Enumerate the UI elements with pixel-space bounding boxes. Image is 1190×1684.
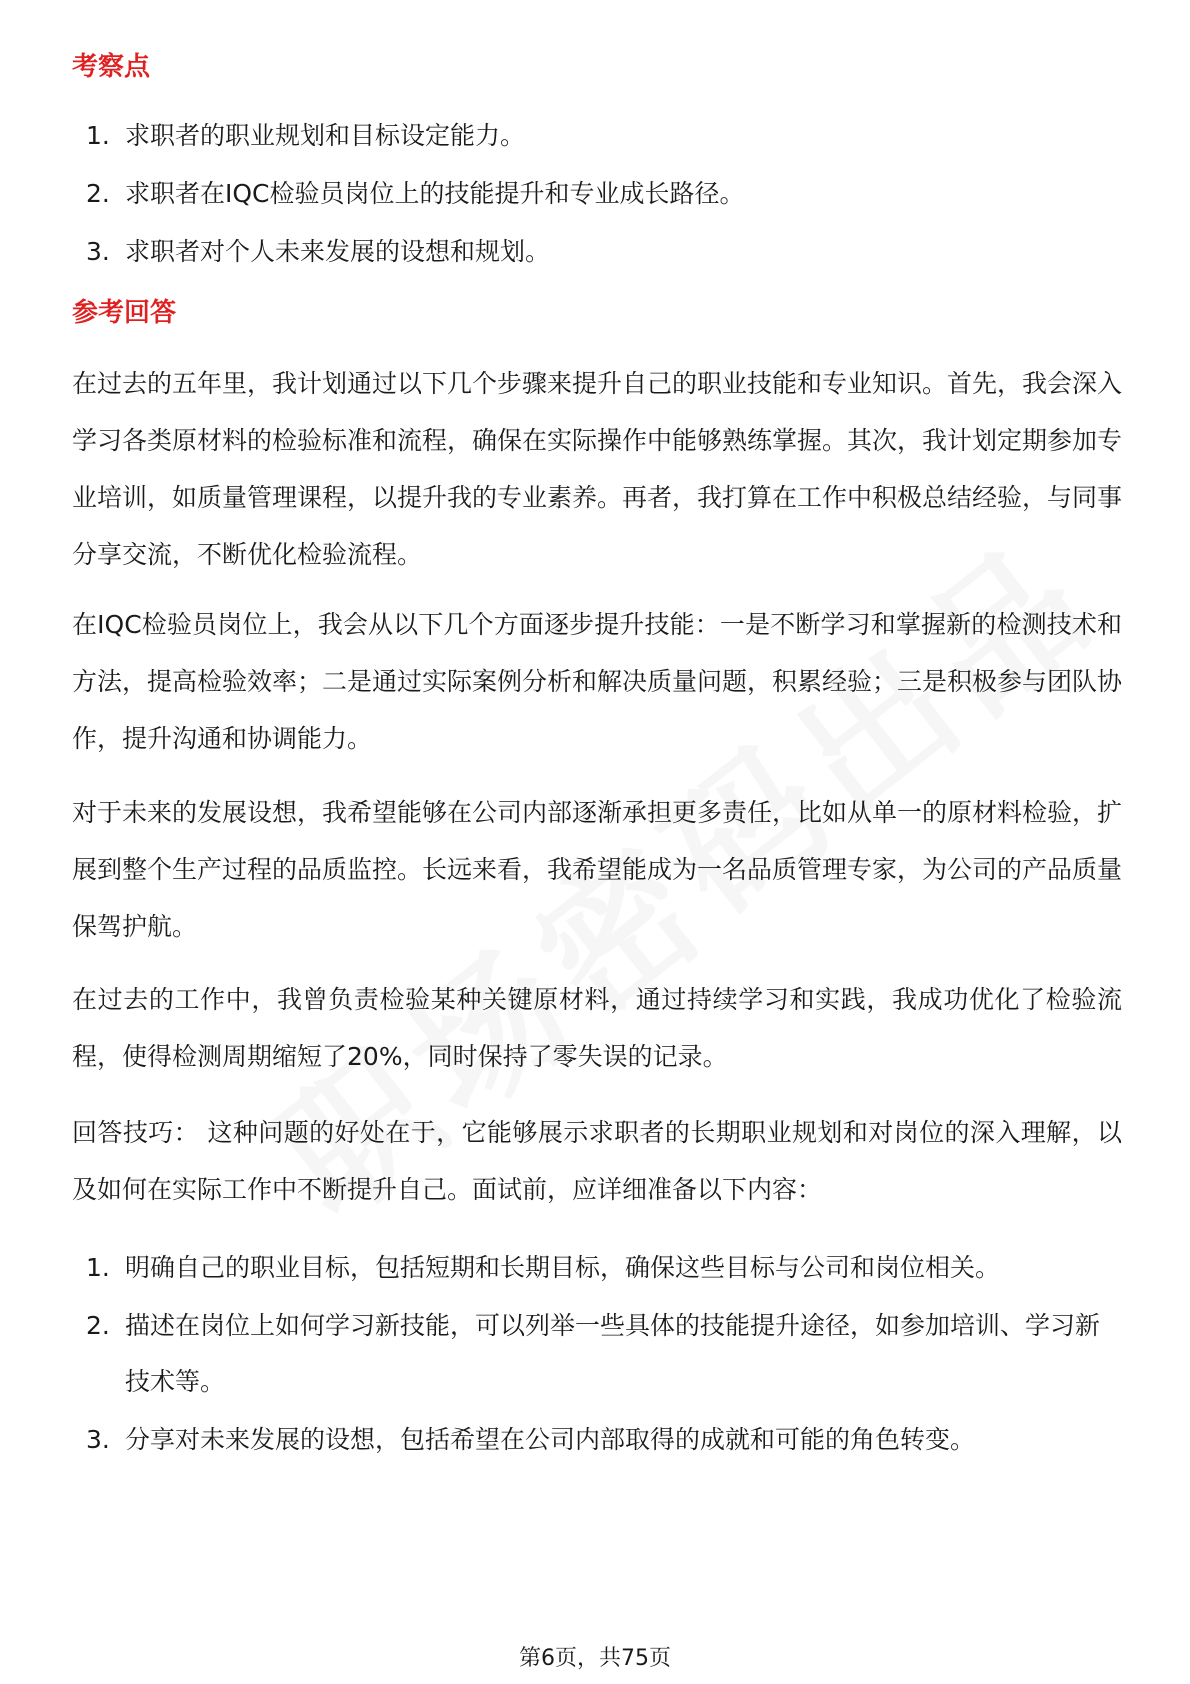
page-footer: 第6页，共75页 bbox=[519, 1646, 671, 1671]
list-item-number: 1. bbox=[86, 121, 110, 150]
list-item-text: 描述在岗位上如何学习新技能，可以列举一些具体的技能提升途径，如参加培训、学习新技术等。 bbox=[125, 1311, 1101, 1396]
list-item-number: 1. bbox=[86, 1253, 110, 1282]
list-item bbox=[72, 166, 1122, 222]
section-heading-key-points: 考察点 bbox=[72, 52, 151, 82]
list-item-number: 3. bbox=[86, 1425, 110, 1454]
list-item bbox=[72, 1298, 1122, 1410]
list-item-number: 2. bbox=[86, 1311, 110, 1340]
list-item-text: 明确自己的职业目标，包括短期和长期目标，确保这些目标与公司和岗位相关。 bbox=[125, 1253, 1001, 1282]
answer-paragraph-4: 在过去的工作中，我曾负责检验某种关键原材料，通过持续学习和实践，我成功优化了检验流程，使得检测周期缩短了20%，同时保持了零失误的记录。 bbox=[72, 985, 1122, 1071]
list-item-text: 求职者在IQC检验员岗位上的技能提升和专业成长路径。 bbox=[125, 179, 745, 208]
list-item-number: 2. bbox=[86, 179, 110, 208]
list-item bbox=[72, 108, 1122, 164]
answer-tips-paragraph: 回答技巧： 这种问题的好处在于，它能够展示求职者的长期职业规划和对岗位的深入理解，以及如何在实际工作中不断提升自己。面试前，应详细准备以下内容： bbox=[72, 1118, 1122, 1204]
list-item bbox=[72, 224, 1122, 280]
answer-paragraph-2: 在IQC检验员岗位上，我会从以下几个方面逐步提升技能：一是不断学习和掌握新的检测技术和方法，提高检验效率；二是通过实际案例分析和解决质量问题，积累经验；三是积极参与团队协作，提升沟通和协调能力。 bbox=[72, 610, 1123, 753]
answer-paragraph-3: 对于未来的发展设想，我希望能够在公司内部逐渐承担更多责任，比如从单一的原材料检验，扩展到整个生产过程的品质监控。长远来看，我希望能成为一名品质管理专家，为公司的产品质量保驾护航。 bbox=[72, 798, 1123, 941]
section-heading-reference-answer: 参考回答 bbox=[72, 298, 177, 328]
list-item bbox=[72, 1412, 1122, 1468]
key-points-list bbox=[72, 108, 1122, 282]
list-item-text: 求职者对个人未来发展的设想和规划。 bbox=[125, 237, 551, 266]
list-item bbox=[72, 1240, 1122, 1296]
list-item-text: 求职者的职业规划和目标设定能力。 bbox=[125, 121, 526, 150]
tips-list bbox=[72, 1240, 1122, 1470]
list-item-number: 3. bbox=[86, 237, 110, 266]
answer-paragraph-1: 在过去的五年里，我计划通过以下几个步骤来提升自己的职业技能和专业知识。首先，我会深入学习各类原材料的检验标准和流程，确保在实际操作中能够熟练掌握。其次，我计划定期参加专业培训，如质量管理课程，以提升我的专业素养。再者，我打算在工作中积极总结经验，与同事分享交流，不断优化检验流程。 bbox=[72, 369, 1123, 569]
list-item-text: 分享对未来发展的设想，包括希望在公司内部取得的成就和可能的角色转变。 bbox=[125, 1425, 976, 1454]
